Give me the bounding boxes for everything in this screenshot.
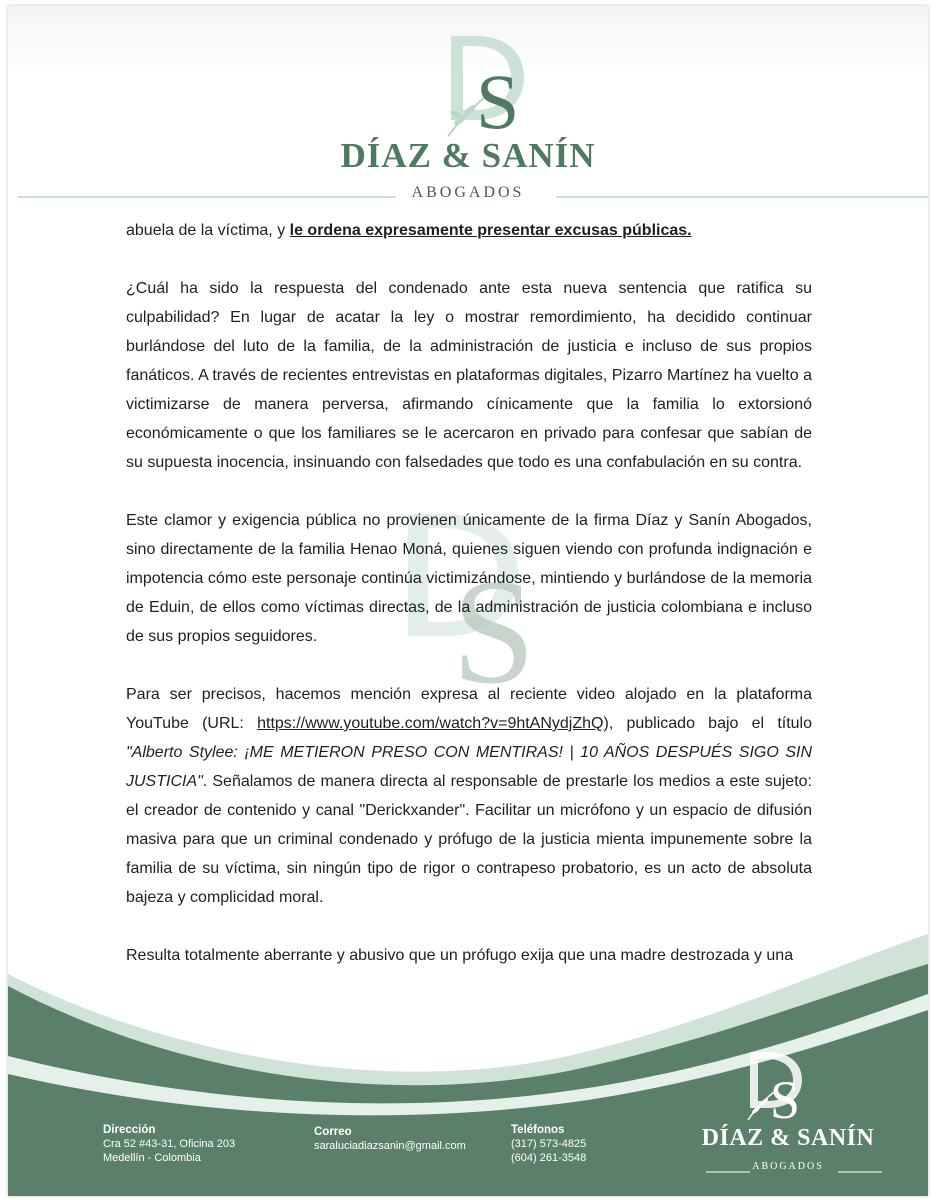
svg-text:S: S — [476, 58, 520, 145]
paragraph-2: ¿Cuál ha sido la respuesta del condenado ante esta nueva sentencia que ratifica su culpabilidad? En lugar de acatar la ley o mostrar remordimiento, ha decidido continuar burlándose del luto de la familia, de la administración de justicia e incluso de sus propios fanáticos. A través de recientes entrevistas en plataformas digitales, Pizarro Martínez ha vuelto a victimizarse de manera perversa, afirmando cínicamente que la familia lo extorsionó económicamente o que los familiares se le acercaron en privado para confesar que sabían de su supuesta inocencia, insinuando con falsedades que todo es una confabulación en su contra. — [126, 280, 812, 471]
svg-text:S: S — [452, 549, 536, 706]
brand-subtitle: ABOGADOS — [411, 184, 525, 201]
phone-1[interactable]: (317) 573-4825 — [511, 1138, 587, 1150]
paragraph-3: Este clamor y exigencia pública no provienen únicamente de la firma Díaz y Sanín Abogados, sino directamente de la familia Henao Moná, quienes siguen viendo con profunda indignación e impotencia cómo este personaje continúa victimizándose, mintiendo y burlándose de la memoria de Eduin, de ellos como víctimas directas, de la administración de justicia colombiana e incluso de sus propios seguidores. — [126, 512, 812, 645]
address-line-1: Cra 52 #43-31, Oficina 203 — [103, 1138, 236, 1150]
svg-text:S: S — [770, 1070, 801, 1130]
footer-email — [314, 1125, 466, 1153]
paragraph-1-text: abuela de la víctima, y — [126, 222, 290, 239]
paragraph-1 — [126, 216, 812, 245]
brand-name: DÍAZ & SANÍN — [340, 136, 596, 175]
address-label: Dirección — [103, 1124, 156, 1136]
letter-page — [8, 6, 928, 1196]
paragraph-4-text-a: Para ser precisos, hacemos mención expresa al reciente video alojado en la plataforma YouTube (URL: — [126, 686, 812, 732]
footer-phones — [511, 1123, 586, 1165]
youtube-link[interactable]: https://www.youtube.com/watch?v=9htANydjZhQ — [257, 715, 604, 732]
footer-brand-name: DÍAZ & SANÍN — [701, 1125, 875, 1151]
letter-body — [126, 216, 812, 970]
video-title: "Alberto Stylee: ¡ME METIERON PRESO CON MENTIRAS! | 10 AÑOS DESPUÉS SIGO SIN JUSTICIA" — [126, 744, 812, 790]
phone-2[interactable]: (604) 261-3548 — [511, 1152, 587, 1164]
emphasis-text: le ordena expresamente presentar excusas públicas. — [289, 222, 692, 239]
email-label: Correo — [314, 1126, 352, 1138]
paragraph-4-text-b: ), publicado bajo el título — [603, 715, 813, 732]
address-line-2: Medellín - Colombia — [103, 1152, 201, 1164]
phone-label: Teléfonos — [511, 1124, 565, 1136]
footer-brand-subtitle: ABOGADOS — [752, 1161, 824, 1172]
paragraph-4-text-c: . Señalamos de manera directa al responsable de prestarle los medios a este sujeto: el creador de contenido y canal "Derickxander". Facilitar un micrófono y un espacio de difusión masiva para que un criminal condenado y prófugo de la justicia mienta impunemente sobre la familia de su víctima, sin ningún tipo de rigor o contrapeso probatorio, es un acto de absoluta bajeza y complicidad moral. — [126, 773, 812, 906]
footer-address — [103, 1123, 235, 1165]
paragraph-4 — [126, 680, 812, 912]
paragraph-5: Resulta totalmente aberrante y abusivo que un prófugo exija que una madre destrozada y una — [126, 947, 794, 964]
email-address[interactable]: saraluciadiazsanin@gmail.com — [314, 1140, 466, 1152]
